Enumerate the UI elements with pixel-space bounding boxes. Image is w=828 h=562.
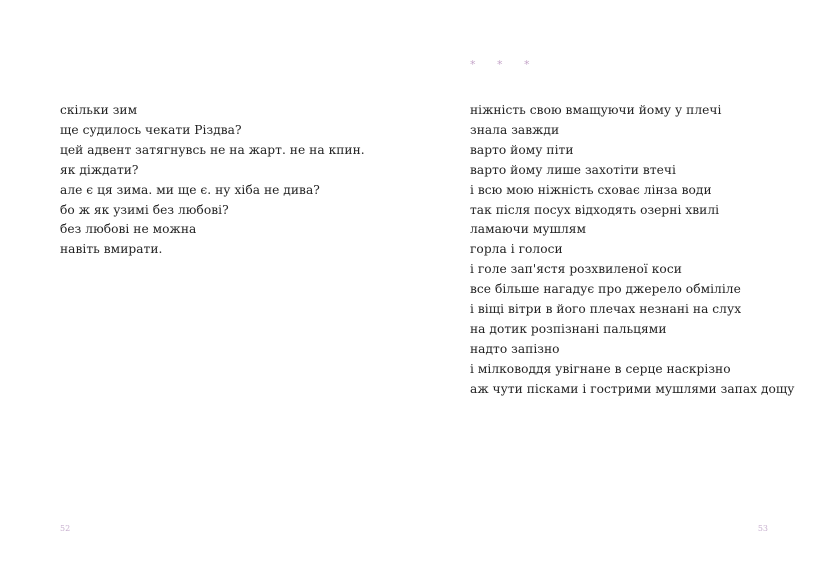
poem-line: надто запізно — [470, 341, 560, 356]
page-number-left: 52 — [60, 524, 71, 533]
poem-line: ніжність свою вмащуючи йому у плечі — [470, 103, 722, 117]
poem-line: без любові не можна — [60, 222, 197, 237]
poem-line: і всю мою ніжність сховає лінза води — [470, 182, 712, 197]
page-number-right: 53 — [757, 524, 768, 533]
poem-line: і віщі вітри в його плечах незнані на слух — [470, 302, 742, 317]
poem-line: бо ж як узимі без любові? — [60, 202, 229, 217]
poem-line: цей адвент затягнувсь не на жарт. не на кпин. — [60, 142, 365, 157]
section-ornament: * * * — [470, 58, 539, 71]
poem-line: так після посух відходять озерні хвилі — [470, 202, 720, 217]
right-page — [414, 0, 828, 562]
poem-line: на дотик розпізнані пальцями — [470, 321, 667, 336]
poem-line: горла і голоси — [470, 242, 563, 257]
poem-line: і голе зап'ястя розхвиленої коси — [470, 262, 682, 277]
left-poem — [60, 101, 365, 260]
poem-line: як діждати? — [60, 162, 139, 177]
poem-line: але є ця зима. ми ще є. ну хіба не дива? — [60, 182, 320, 197]
right-poem — [470, 101, 795, 400]
poem-line: скільки зим — [60, 103, 138, 117]
poem-line: і мілководдя увігнане в серце наскрізно — [470, 361, 731, 376]
poem-line: знала завжди — [470, 122, 560, 137]
poem-line: аж чути пісками і гострими мушлями запах дощу — [470, 381, 795, 396]
poem-line: ламаючи мушлям — [470, 222, 587, 237]
poem-line: навіть вмирати. — [60, 242, 163, 257]
poem-line: варто йому піти — [470, 142, 574, 157]
poem-line: варто йому лише захотіти втечі — [470, 162, 676, 177]
poem-line: ще судилось чекати Різдва? — [60, 122, 242, 137]
poem-line: все більше нагадує про джерело обміліле — [470, 282, 741, 297]
